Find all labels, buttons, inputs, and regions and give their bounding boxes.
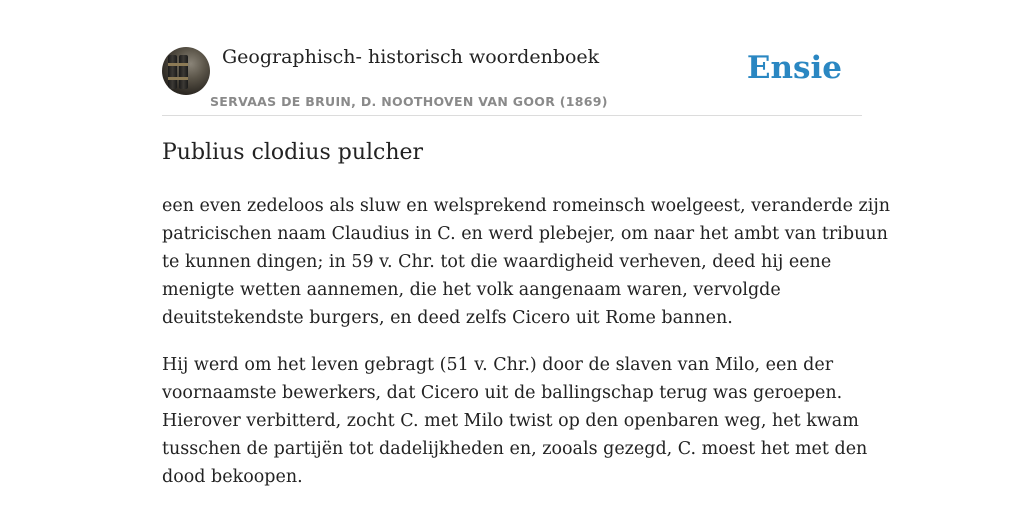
header [162,40,862,116]
book-cover-thumbnail[interactable] [162,47,210,95]
book-spine-icon [168,55,177,89]
spine-band-icon [168,63,188,66]
book-authors: SERVAAS DE BRUIN, D. NOOTHOVEN VAN GOOR (1869) [210,94,608,109]
text-line: tusschen de partijën tot dadelijkheden en, zooals gezegd, C. moest het met den [162,439,868,459]
paragraph [162,351,868,491]
book-title[interactable]: Geographisch- historisch woordenboek [222,46,600,68]
text-line: Hierover verbitterd, zocht C. met Milo twist op den openbaren weg, het kwam [162,411,859,431]
text-line: te kunnen dingen; in 59 v. Chr. tot die waardigheid verheven, deed hij eene [162,252,832,272]
entry-title: Publius clodius pulcher [162,140,424,165]
text-line: deuitstekendste burgers, en deed zelfs Cicero uit Rome bannen. [162,308,733,328]
text-line: voornaamste bewerkers, dat Cicero uit de ballingschap terug was geroepen. [162,383,843,403]
text-line: een even zedeloos als sluw en welsprekend romeinsch woelgeest, veranderde zijn [162,196,891,216]
book-spine-icon [179,55,188,89]
text-line: Hij werd om het leven gebragt (51 v. Chr.) door de slaven van Milo, een der [162,355,834,375]
paragraph [162,192,891,332]
entry-body [162,192,891,510]
spine-band-icon [168,77,188,80]
text-line: menigte wetten aannemen, die het volk aangenaam waren, vervolgde [162,280,781,300]
text-line: dood bekoopen. [162,467,303,487]
text-line: patricischen naam Claudius in C. en werd plebejer, om naar het ambt van tribuun [162,224,888,244]
ensie-logo[interactable]: Ensie [746,50,842,86]
